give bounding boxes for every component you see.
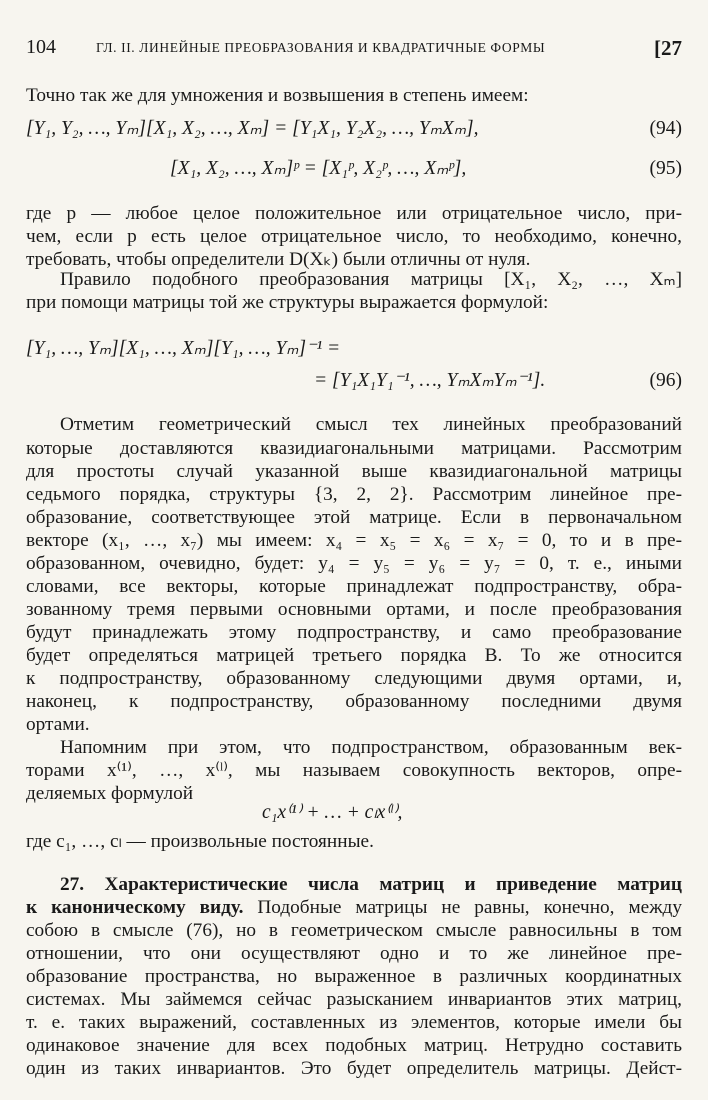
section-number: [27 [654, 36, 682, 60]
equation-number-94: (94) [649, 118, 682, 139]
equation-number-96: (96) [649, 370, 682, 391]
text-line: седьмого порядка, структуры {3, 2, 2}. Рассмотрим линейное пре- [26, 484, 682, 505]
text-line: ортами. [26, 714, 90, 735]
equation-95: [X₁, X₂, …, Xₘ]ᵖ = [X₁ᵖ, X₂ᵖ, …, Xₘᵖ], [170, 158, 467, 179]
text-line: один из таких инвариантов. Это будет определитель матрицы. Дейст- [26, 1058, 682, 1079]
text-line: чем, если p есть целое отрицательное число, то необходимо, конечно, [26, 226, 682, 247]
page-number: 104 [26, 36, 56, 58]
text-line: словами, все векторы, которые принадлежат подпространству, обра- [26, 576, 682, 597]
section-first-line [26, 896, 682, 920]
section-heading: 27. Характеристические числа матриц и приведение матриц [60, 874, 682, 895]
text-line: образованном, очевидно, будет: y₄ = y₅ = y₆ = y₇ = 0, т. е., иными [26, 553, 682, 574]
text-line: деляемых формулой [26, 783, 194, 804]
text-line: зованному тремя первыми основными ортами, и после преобразования [26, 599, 682, 620]
text-line: будет определяться матрицей третьего порядка B. То же относится [26, 645, 682, 666]
text-line: к подпространству, образованному следующими двумя ортами, и, [26, 668, 682, 689]
equation-96-line2: = [Y₁X₁Y₁⁻¹, …, YₘXₘYₘ⁻¹]. [314, 370, 546, 391]
text-line: где p — любое целое положительное или отрицательное число, при- [26, 203, 682, 224]
text-line: одинаковое значение для всех подобных матриц. Нетрудно составить [26, 1035, 682, 1056]
equation-94: [Y₁, Y₂, …, Yₘ][X₁, X₂, …, Xₘ] = [Y₁X₁, Y₂X₂, …, YₘXₘ], [26, 118, 479, 139]
text-line: торами x⁽¹⁾, …, x⁽ˡ⁾, мы называем совокупность векторов, опре- [26, 760, 682, 781]
intro-line: Точно так же для умножения и возвышения в степень имеем: [26, 85, 529, 106]
text-line: отношении, что они осуществляют одно и то же линейное пре- [26, 943, 682, 964]
running-title: ГЛ. II. ЛИНЕЙНЫЕ ПРЕОБРАЗОВАНИЯ И КВАДРАТИЧНЫЕ ФОРМЫ [96, 40, 546, 55]
text-line: Правило подобного преобразования матрицы [X₁, X₂, …, Xₘ] [60, 269, 682, 290]
text-line: которые доставляются квазидиагональными матрицами. Рассмотрим [26, 438, 682, 459]
text-line: т. е. таких выражений, составленных из элементов, которые имели бы [26, 1012, 682, 1033]
text-line: будут принадлежать этому подпространству, и само преобразование [26, 622, 682, 643]
text-line: при помощи матрицы той же структуры выражается формулой: [26, 292, 549, 313]
text-line: образование пространства, но выраженное в различных координатных [26, 966, 682, 987]
span-formula: c₁x⁽¹⁾ + … + cₗx⁽ˡ⁾, [262, 802, 403, 823]
text-line: системах. Мы займемся сейчас разысканием инвариантов этих матриц, [26, 989, 682, 1010]
text-line: Напомним при этом, что подпространством, образованным век- [60, 737, 682, 758]
equation-96-line1: [Y₁, …, Yₘ][X₁, …, Xₘ][Y₁, …, Yₘ]⁻¹ = [26, 338, 341, 359]
page-header [26, 36, 682, 64]
text-line: наконец, к подпространству, образованному последними двумя [26, 691, 682, 712]
text-fragment: Подобные матрицы не равны, конечно, между [243, 897, 682, 918]
text-line: требовать, чтобы определители D(Xₖ) были отличны от нуля. [26, 249, 531, 270]
equation-number-95: (95) [649, 158, 682, 179]
text-line: образование, соответствующее этой матрице. Если в первоначальном [26, 507, 682, 528]
text-line: векторе (x₁, …, x₇) мы имеем: x₄ = x₅ = x₆ = x₇ = 0, то и в пре- [26, 530, 682, 551]
text-line: где c₁, …, cₗ — произвольные постоянные. [26, 831, 374, 852]
text-line: собою в смысле (76), но в геометрическом смысле равносильны в том [26, 920, 682, 941]
text-line: Отметим геометрический смысл тех линейных преобразований [60, 414, 682, 435]
text-line: для простоты случай указанной выше квазидиагональной матрицы [26, 461, 682, 482]
section-heading-cont: к каноническому виду. [26, 897, 244, 918]
